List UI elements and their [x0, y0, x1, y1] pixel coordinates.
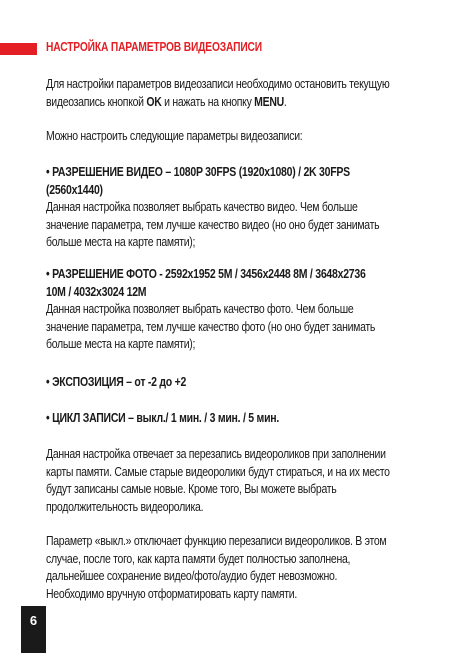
exposure-title: • ЭКСПОЗИЦИЯ – от -2 до +2 [46, 375, 187, 389]
intro-line-2-start: видеозапись кнопкой [46, 94, 144, 109]
off-description [46, 533, 408, 603]
exposure-item [46, 374, 408, 392]
loop-desc-4: продолжительность видеоролика. [46, 499, 204, 514]
off-desc-4: Необходимо вручную отформатировать карту памяти. [46, 586, 297, 601]
video-resolution-desc-3: больше места на карте памяти); [46, 235, 196, 249]
params-intro [46, 128, 408, 146]
heading-accent-bar [0, 43, 37, 55]
video-resolution-title-1: • РАЗРЕШЕНИЕ ВИДЕО – 1080P 30FPS (1920x1080) / 2K 30FPS [46, 165, 350, 179]
intro-line-2-middle: и нажать на кнопку [164, 94, 252, 109]
intro-paragraph [46, 76, 408, 111]
photo-resolution-title-1: • РАЗРЕШЕНИЕ ФОТО - 2592x1952 5M / 3456x2448 8M / 3648x2736 [46, 267, 366, 281]
photo-resolution-desc-1: Данная настройка позволяет выбрать качество фото. Чем больше [46, 302, 354, 316]
loop-description [46, 446, 408, 516]
intro-line-1: Для настройки параметров видеозаписи необходимо остановить текущую [46, 77, 390, 91]
intro-line-2-end: . [283, 94, 287, 109]
video-resolution-desc-1: Данная настройка позволяет выбрать качество видео. Чем больше [46, 200, 358, 214]
photo-resolution-desc-2: значение параметра, тем лучше качество фото (но оно будет занимать [46, 319, 376, 334]
loop-recording-title: • ЦИКЛ ЗАПИСИ – выкл./ 1 мин. / 3 мин. / 5 мин. [46, 411, 280, 425]
loop-desc-2: карты памяти. Самые старые видеоролики будут стираться, и на их место [46, 464, 390, 479]
page-number: 6 [21, 606, 46, 653]
loop-desc-1: Данная настройка отвечает за перезапись видеороликов при заполнении [46, 447, 386, 461]
off-desc-2: случае, после того, как карта памяти будет полностью заполнена, [46, 551, 351, 566]
photo-resolution-item [46, 266, 408, 354]
video-resolution-desc-2: значение параметра, тем лучше качество видео (но оно будет занимать [46, 217, 380, 232]
video-resolution-title-2: (2560x1440) [46, 182, 103, 197]
ok-key-label: OK [146, 94, 162, 109]
section-heading: НАСТРОЙКА ПАРАМЕТРОВ ВИДЕОЗАПИСИ [46, 40, 263, 54]
params-intro-text: Можно настроить следующие параметры видеозаписи: [46, 129, 303, 143]
video-resolution-item [46, 164, 408, 252]
off-desc-3: дальнейшее сохранение видео/фото/аудио будет невозможно. [46, 569, 338, 583]
photo-resolution-desc-3: больше места на карте памяти); [46, 337, 196, 351]
photo-resolution-title-2: 10M / 4032x3024 12M [46, 284, 147, 299]
loop-recording-item [46, 410, 408, 428]
menu-key-label: MENU [254, 94, 284, 109]
off-desc-1: Параметр «выкл.» отключает функцию перезаписи видеороликов. В этом [46, 534, 387, 548]
loop-desc-3: будут записаны самые новые. Кроме того, Вы можете выбрать [46, 482, 337, 496]
